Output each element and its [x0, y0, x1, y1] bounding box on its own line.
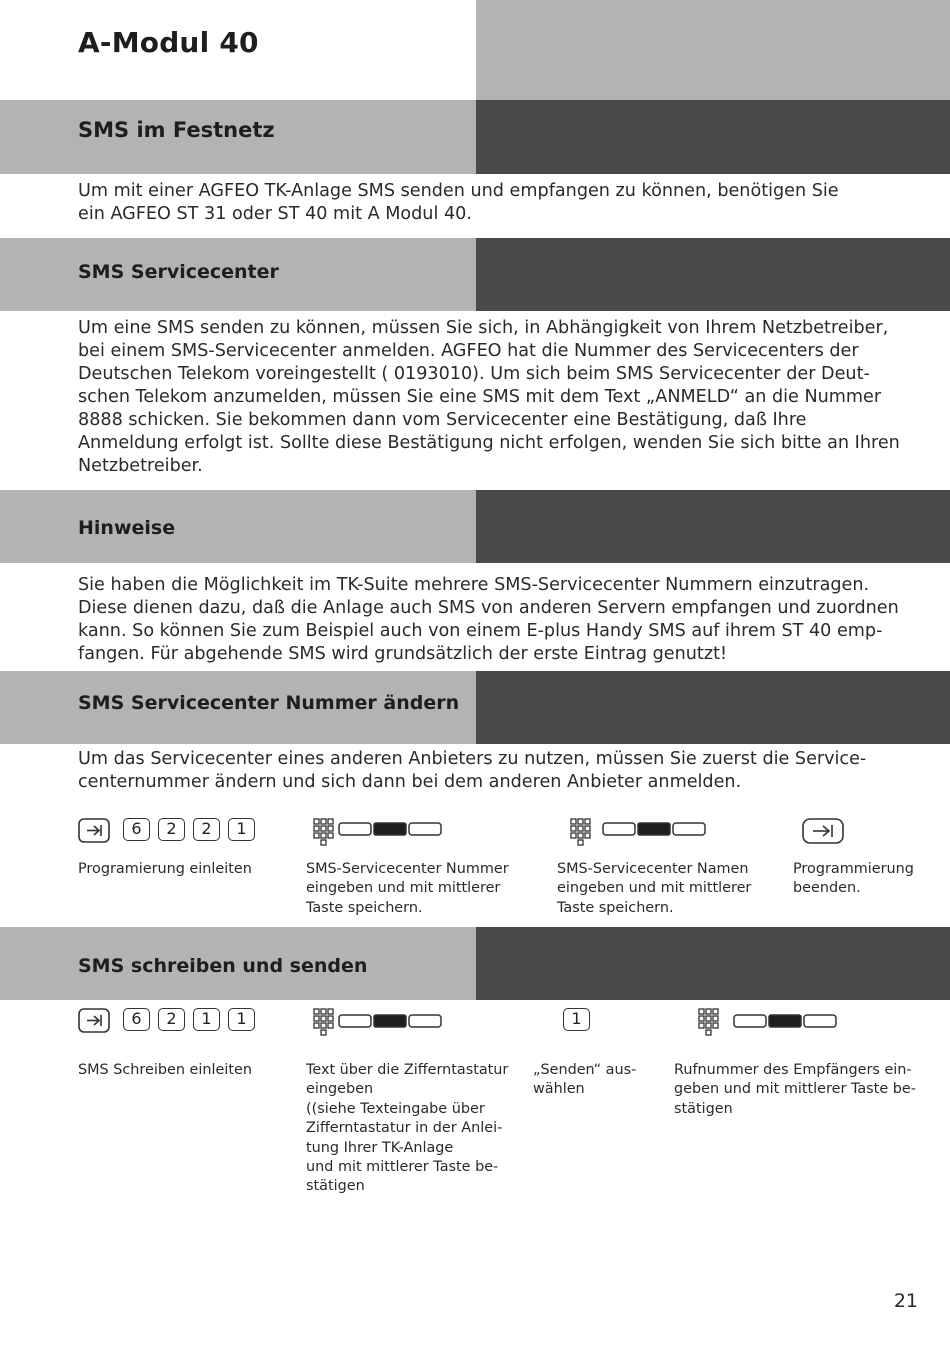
step-line: Zifferntastatur in der Anlei-	[306, 1120, 503, 1137]
paragraph-line: fangen. Für abgehende SMS wird grundsätzlich der erste Eintrag genutzt!	[78, 644, 728, 664]
digit-key: 1	[193, 1008, 220, 1031]
section-heading-hinweise: Hinweise	[78, 517, 176, 539]
step-description	[306, 1061, 508, 1197]
step-line: Programierung einleiten	[78, 861, 252, 877]
step-line: SMS-Servicecenter Namen	[557, 861, 749, 877]
digit-key: 1	[228, 818, 255, 841]
step-line: Text über die Zifferntastatur	[306, 1062, 509, 1078]
step-line: tung Ihrer TK-Anlage	[306, 1139, 454, 1156]
section-heading-schreiben: SMS schreiben und senden	[78, 955, 368, 977]
step-description	[533, 1061, 636, 1100]
step-description	[306, 860, 509, 918]
section-heading-servicecenter: SMS Servicecenter	[78, 261, 279, 283]
arrow-into-bar-icon	[78, 818, 110, 843]
paragraph-line: 8888 schicken. Sie bekommen dann vom Servicecenter eine Bestätigung, daß Ihre	[78, 410, 807, 430]
step-line: und mit mittlerer Taste be-	[306, 1159, 499, 1176]
paragraph-line: Um eine SMS senden zu können, müssen Sie sich, in Abhängigkeit von Ihrem Netzbetreiber,	[78, 318, 889, 338]
paragraph-festnetz	[78, 180, 918, 226]
section-heading-festnetz: SMS im Festnetz	[78, 118, 275, 142]
paragraph-line: centernummer ändern und sich dann bei dem anderen Anbieter anmelden.	[78, 772, 742, 792]
paragraph-line: bei einem SMS-Servicecenter anmelden. AGFEO hat die Nummer des Servicecenters der	[78, 341, 859, 361]
page-title: A-Modul 40	[78, 26, 259, 59]
arrow-into-bar-icon	[78, 1008, 110, 1033]
section-band-right	[476, 927, 950, 1000]
digit-key: 2	[158, 1008, 185, 1031]
step-line: Programmierung	[793, 861, 914, 877]
paragraph-line: Sie haben die Möglichkeit im TK-Suite mehrere SMS-Servicecenter Nummern einzutragen.	[78, 575, 870, 595]
step-line: stätigen	[674, 1100, 733, 1117]
step-description	[78, 1061, 252, 1080]
paragraph-servicecenter	[78, 317, 918, 478]
step-line: geben und mit mittlerer Taste be-	[674, 1081, 916, 1098]
step-line: SMS Schreiben einleiten	[78, 1062, 253, 1078]
keypad-icon	[313, 818, 335, 846]
page-number: 21	[893, 1290, 918, 1312]
paragraph-line: Um mit einer AGFEO TK-Anlage SMS senden und empfangen zu können, benötigen Sie	[78, 181, 839, 201]
step-description	[674, 1061, 916, 1119]
header-decor-block	[476, 0, 950, 100]
section-heading-aendern: SMS Servicecenter Nummer ändern	[78, 692, 460, 714]
step-line: eingeben und mit mittlerer	[557, 880, 752, 897]
step-line: Taste speichern.	[306, 899, 423, 916]
arrow-into-bar-icon	[802, 818, 844, 844]
softkey-bar-icon	[338, 822, 444, 836]
paragraph-aendern	[78, 748, 918, 794]
paragraph-line: schen Telekom anzumelden, müssen Sie eine SMS mit dem Text „ANMELD“ an die Nummer	[78, 387, 882, 407]
softkey-bar-icon	[338, 1014, 444, 1028]
paragraph-line: Um das Servicecenter eines anderen Anbieters zu nutzen, müssen Sie zuerst die Service-	[78, 749, 867, 769]
digit-key: 6	[123, 1008, 150, 1031]
step-description	[793, 860, 914, 899]
section-band-right	[476, 671, 950, 744]
step-line: stätigen	[306, 1178, 365, 1195]
section-band-right	[476, 100, 950, 174]
section-band-left	[0, 490, 476, 563]
step-line: Rufnummer des Empfängers ein-	[674, 1062, 912, 1078]
keypad-icon	[313, 1008, 335, 1036]
paragraph-line: Deutschen Telekom voreingestellt ( 0193010). Um sich beim SMS Servicecenter der Deut-	[78, 364, 870, 384]
softkey-bar-icon	[602, 822, 708, 836]
keypad-icon	[570, 818, 592, 846]
step-line: SMS-Servicecenter Nummer	[306, 861, 509, 877]
step-line: „Senden“ aus-	[533, 1062, 637, 1078]
paragraph-line: Netzbetreiber.	[78, 456, 203, 476]
digit-key: 1	[228, 1008, 255, 1031]
paragraph-line: ein AGFEO ST 31 oder ST 40 mit A Modul 40.	[78, 204, 472, 224]
paragraph-line: kann. So können Sie zum Beispiel auch von einem E-plus Handy SMS auf ihrem ST 40 emp-	[78, 621, 883, 641]
step-line: eingeben und mit mittlerer	[306, 880, 501, 897]
paragraph-line: Diese dienen dazu, daß die Anlage auch SMS von anderen Servern empfangen und zuordnen	[78, 598, 899, 618]
step-description	[557, 860, 751, 918]
step-line: wählen	[533, 1081, 585, 1098]
paragraph-hinweise	[78, 574, 918, 666]
step-line: ((siehe Texteingabe über	[306, 1100, 485, 1117]
section-band-right	[476, 490, 950, 563]
step-line: eingeben	[306, 1081, 374, 1098]
step-line: beenden.	[793, 880, 861, 897]
digit-key: 2	[158, 818, 185, 841]
softkey-bar-icon	[733, 1014, 839, 1028]
digit-key: 6	[123, 818, 150, 841]
step-description	[78, 860, 252, 879]
step-line: Taste speichern.	[557, 899, 674, 916]
paragraph-line: Anmeldung erfolgt ist. Sollte diese Bestätigung nicht erfolgen, wenden Sie sich bitte an Ihren	[78, 433, 900, 453]
digit-key: 1	[563, 1008, 590, 1031]
section-band-right	[476, 238, 950, 311]
keypad-icon	[698, 1008, 720, 1036]
digit-key: 2	[193, 818, 220, 841]
